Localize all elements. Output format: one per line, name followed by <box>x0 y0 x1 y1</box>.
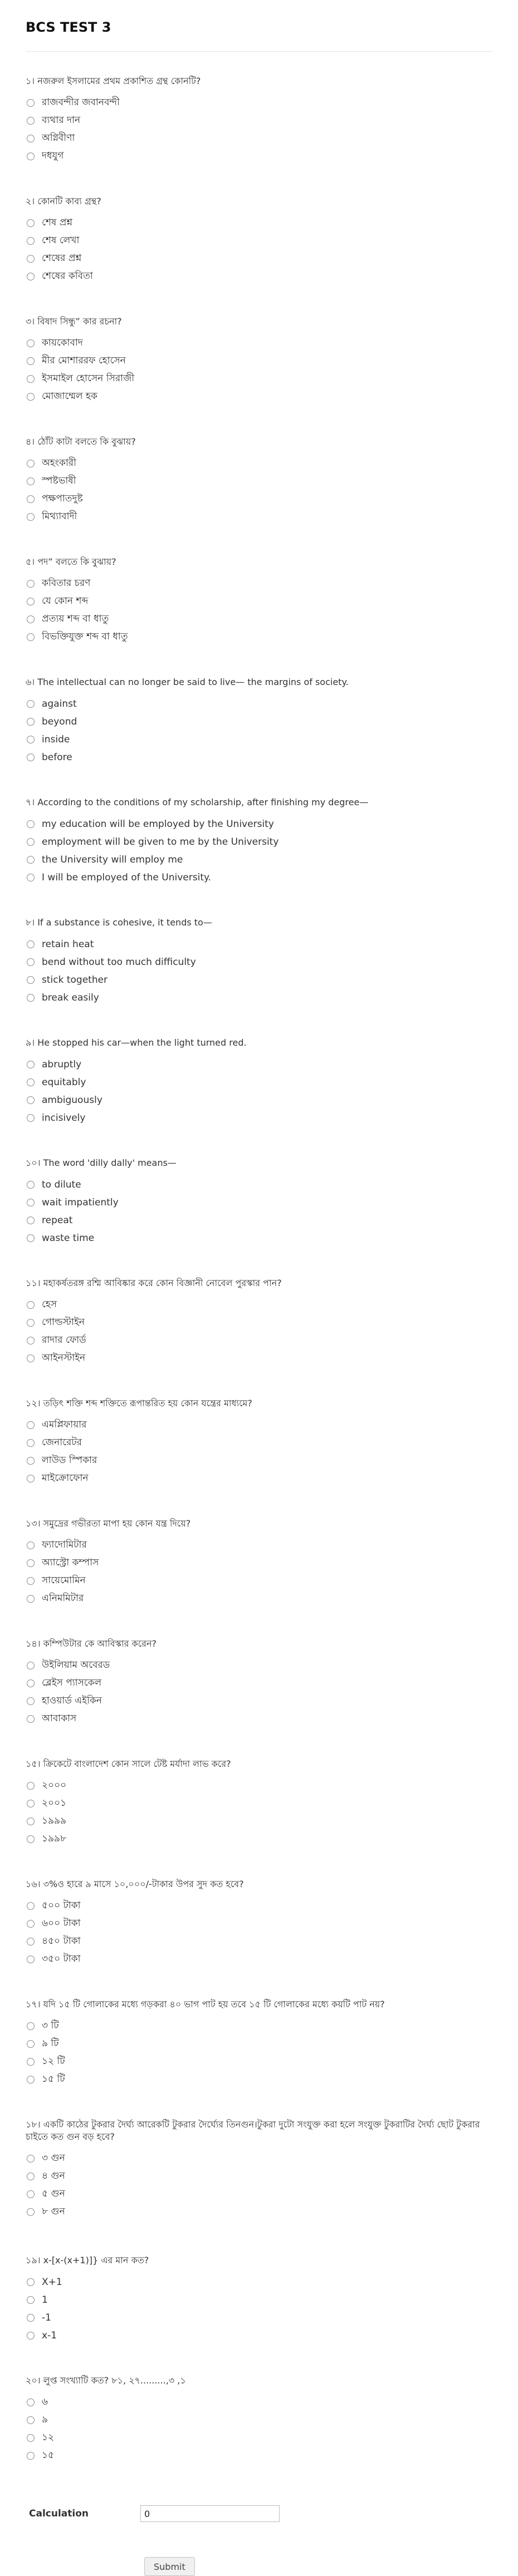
radio-button[interactable] <box>27 1541 35 1549</box>
radio-button[interactable] <box>27 513 35 521</box>
question-text: ১১। মহাকর্ষতরঙ্গ রশ্মি আবিষ্কার করে কোন বিজ্ঞানী নোবেল পুরস্কার পান? <box>26 1278 282 1288</box>
question-20 <box>26 2375 492 2495</box>
answer-option[interactable] <box>26 2411 492 2429</box>
radio-button[interactable] <box>27 1061 35 1068</box>
option-label: উইলিয়াম অবেরড <box>42 1659 110 1671</box>
radio-button[interactable] <box>27 1679 35 1687</box>
option-label: ফ্যাদোমিটার <box>42 1539 87 1550</box>
answer-option[interactable] <box>26 1349 492 1367</box>
answer-option[interactable] <box>26 1692 492 1710</box>
radio-button[interactable] <box>27 1421 35 1429</box>
answer-option[interactable] <box>26 147 492 165</box>
answer-option[interactable] <box>26 455 492 472</box>
answer-option[interactable] <box>26 2393 492 2411</box>
question-2 <box>26 195 492 316</box>
radio-button[interactable] <box>27 152 35 160</box>
question-text: ৩। বিষাদ সিন্ধু” কার রচনা? <box>26 316 122 327</box>
radio-button[interactable] <box>27 2173 35 2180</box>
question-text: ১৯। x-[x-(x+1)]} এর মান কত? <box>26 2255 149 2265</box>
answer-option[interactable] <box>26 2150 492 2168</box>
question-14 <box>26 1638 492 1758</box>
option-label: ১৫ টি <box>42 2073 65 2085</box>
answer-option[interactable] <box>26 1572 492 1590</box>
option-label: লাউড স্পিকার <box>42 1455 97 1466</box>
answer-option[interactable] <box>26 2168 492 2185</box>
answer-option[interactable] <box>26 508 492 526</box>
option-label: ৩ গুন <box>42 2153 65 2164</box>
option-label: ৩ টি <box>42 2020 59 2031</box>
option-label: ৯ <box>42 2414 48 2425</box>
option-label: স্পষ্টভাষী <box>42 475 76 486</box>
radio-button[interactable] <box>27 357 35 365</box>
radio-button[interactable] <box>27 2155 35 2163</box>
question-text: ১৫। ক্রিকেটে বাংলাদেশ কোন সালে টেষ্ট মর্যাদা লাভ করে? <box>26 1759 231 1769</box>
radio-button[interactable] <box>27 1697 35 1705</box>
option-label: অগ্নিবীণা <box>42 132 75 144</box>
option-label: abruptly <box>42 1059 82 1070</box>
answer-option[interactable] <box>26 2309 492 2327</box>
answer-option[interactable] <box>26 1434 492 1452</box>
option-label: X+1 <box>42 2277 62 2288</box>
radio-button[interactable] <box>27 615 35 623</box>
radio-button[interactable] <box>27 1096 35 1104</box>
radio-button[interactable] <box>27 99 35 107</box>
question-15 <box>26 1758 492 1878</box>
answer-option[interactable] <box>26 869 492 886</box>
radio-button[interactable] <box>27 2314 35 2322</box>
question-text: ৫। পদ” বলতে কি বুঝায়? <box>26 556 116 567</box>
question-9 <box>26 1037 492 1157</box>
option-label: ১৯৯৮ <box>42 1833 67 1844</box>
radio-button[interactable] <box>27 1559 35 1567</box>
answer-option[interactable] <box>26 1314 492 1332</box>
option-label: মোজাম্মেল হক <box>42 391 97 402</box>
radio-button[interactable] <box>27 2434 35 2442</box>
radio-button[interactable] <box>27 2416 35 2424</box>
form-title: BCS TEST 3 <box>26 19 492 52</box>
radio-button[interactable] <box>27 375 35 383</box>
radio-button[interactable] <box>27 838 35 846</box>
option-label: ৮ গুন <box>42 2206 65 2217</box>
question-6 <box>26 676 492 796</box>
question-4 <box>26 436 492 556</box>
option-label: ২০০১ <box>42 1797 67 1809</box>
radio-button[interactable] <box>27 1301 35 1309</box>
radio-button[interactable] <box>27 477 35 485</box>
radio-button[interactable] <box>27 273 35 280</box>
answer-option[interactable] <box>26 1590 492 1608</box>
option-label: the University will employ me <box>42 854 183 865</box>
answer-option[interactable] <box>26 112 492 130</box>
answer-option[interactable] <box>26 935 492 953</box>
calculation-label: Calculation <box>29 2508 89 2519</box>
answer-option[interactable] <box>26 989 492 1007</box>
radio-button[interactable] <box>27 1938 35 1945</box>
option-label: কায়কোবাদ <box>42 337 83 348</box>
option-label: কবিতার চরণ <box>42 578 91 589</box>
answer-option[interactable] <box>26 593 492 610</box>
radio-button[interactable] <box>27 2296 35 2304</box>
question-1 <box>26 75 492 195</box>
answer-option[interactable] <box>26 1812 492 1830</box>
radio-button[interactable] <box>27 598 35 605</box>
answer-option[interactable] <box>26 1229 492 1247</box>
answer-option[interactable] <box>26 2035 492 2053</box>
answer-option[interactable] <box>26 352 492 370</box>
question-text: ৯। He stopped his car—when the light turned red. <box>26 1037 247 1048</box>
option-label: মিথ্যাবাদী <box>42 511 77 522</box>
option-label: বিভক্তিযুক্ত শব্দ বা ধাতু <box>42 631 128 642</box>
radio-button[interactable] <box>27 1835 35 1843</box>
answer-option[interactable] <box>26 610 492 628</box>
option-label: পক্ষপাতদুষ্ট <box>42 493 83 504</box>
radio-button[interactable] <box>27 1818 35 1825</box>
calculation-row <box>26 2503 492 2525</box>
answer-option[interactable] <box>26 695 492 713</box>
answer-option[interactable] <box>26 1674 492 1692</box>
answer-option[interactable] <box>26 1897 492 1915</box>
radio-button[interactable] <box>27 1782 35 1790</box>
answer-option[interactable] <box>26 2071 492 2089</box>
option-label: শেষের কবিতা <box>42 270 93 282</box>
answer-option[interactable] <box>26 713 492 731</box>
option-label: প্রত্যয় শব্দ বা ধাতু <box>42 613 109 624</box>
radio-button[interactable] <box>27 1337 35 1344</box>
question-12 <box>26 1397 492 1518</box>
radio-button[interactable] <box>27 393 35 401</box>
option-label: to dilute <box>42 1179 81 1190</box>
option-label: শেষ প্রশ্ন <box>42 217 73 228</box>
radio-button[interactable] <box>27 2278 35 2286</box>
radio-button[interactable] <box>27 117 35 125</box>
answer-option[interactable] <box>26 1470 492 1488</box>
answer-option[interactable] <box>26 334 492 352</box>
question-text: ১৬। ৩%ও হারে ৯ মাসে ১০,০০০/-টাকার উপর সুদ কত হবে? <box>26 1879 244 1889</box>
answer-option[interactable] <box>26 2327 492 2344</box>
question-10 <box>26 1157 492 1277</box>
option-label: ১২ <box>42 2432 55 2443</box>
question-8 <box>26 917 492 1037</box>
radio-button[interactable] <box>27 580 35 588</box>
radio-button[interactable] <box>27 976 35 984</box>
option-label: হেস <box>42 1299 57 1310</box>
radio-button[interactable] <box>27 1956 35 1963</box>
question-text: ১২। তড়িৎ শক্তি শব্দ শক্তিতে রূপান্তরিত হয় কোন যন্ত্রের মাধ্যমে? <box>26 1398 252 1408</box>
option-label: against <box>42 698 77 710</box>
radio-button[interactable] <box>27 2208 35 2216</box>
radio-button[interactable] <box>27 1355 35 1362</box>
question-13 <box>26 1518 492 1638</box>
question-text: ১। নজরুল ইসলামের প্রথম প্রকাশিত গ্রন্থ কোনটি? <box>26 76 201 86</box>
answer-option[interactable] <box>26 1933 492 1951</box>
answer-option[interactable] <box>26 1830 492 1848</box>
answer-option[interactable] <box>26 388 492 406</box>
question-text: ২। কোনটি কাব্য গ্রন্থ? <box>26 196 101 206</box>
answer-option[interactable] <box>26 1951 492 1968</box>
answer-option[interactable] <box>26 2203 492 2221</box>
option-label: employment will be given to me by the University <box>42 836 279 848</box>
answer-option[interactable] <box>26 1554 492 1572</box>
question-text: ১৪। কম্পিউটার কে আবিস্কার করেন? <box>26 1638 157 1649</box>
option-label: ৬ <box>42 2396 48 2407</box>
option-label: equitably <box>42 1077 86 1088</box>
answer-option[interactable] <box>26 953 492 971</box>
option-label: 1 <box>42 2294 48 2306</box>
option-label: ৪ গুন <box>42 2170 65 2181</box>
option-label: bend without too much difficulty <box>42 957 196 968</box>
answer-option[interactable] <box>26 1091 492 1109</box>
answer-option[interactable] <box>26 250 492 268</box>
option-label: মাইক্রোফোন <box>42 1472 89 1484</box>
answer-option[interactable] <box>26 2447 492 2465</box>
question-17 <box>26 1998 492 2119</box>
option-label: দধযুগ <box>42 150 64 161</box>
option-label: ৬০০ টাকা <box>42 1918 81 1929</box>
answer-option[interactable] <box>26 628 492 646</box>
radio-button[interactable] <box>27 2452 35 2460</box>
answer-option[interactable] <box>26 1056 492 1073</box>
option-label: হাওয়ার্ড এইকিন <box>42 1695 102 1706</box>
option-label: I will be employed of the University. <box>42 872 212 883</box>
radio-button[interactable] <box>27 1078 35 1086</box>
answer-option[interactable] <box>26 1777 492 1795</box>
option-label: ১২ টি <box>42 2056 65 2067</box>
radio-button[interactable] <box>27 1457 35 1465</box>
option-label: ব্যথার দান <box>42 115 81 126</box>
answer-option[interactable] <box>26 232 492 250</box>
radio-button[interactable] <box>27 1199 35 1206</box>
radio-button[interactable] <box>27 633 35 641</box>
option-label: ৯ টি <box>42 2038 59 2049</box>
option-label: মীর মোশাররফ হোসেন <box>42 355 126 366</box>
option-label: শেষ লেখা <box>42 235 80 246</box>
radio-button[interactable] <box>27 700 35 708</box>
radio-button[interactable] <box>27 1577 35 1585</box>
answer-option[interactable] <box>26 815 492 833</box>
radio-button[interactable] <box>27 1902 35 1910</box>
submit-row <box>26 2557 492 2576</box>
question-5 <box>26 556 492 676</box>
answer-option[interactable] <box>26 1332 492 1349</box>
radio-button[interactable] <box>27 1920 35 1928</box>
question-text: ১০। The word 'dilly dally' means— <box>26 1158 177 1168</box>
answer-option[interactable] <box>26 2273 492 2291</box>
radio-button[interactable] <box>27 1181 35 1189</box>
answer-option[interactable] <box>26 1710 492 1728</box>
option-label: break easily <box>42 992 99 1003</box>
radio-button[interactable] <box>27 1800 35 1807</box>
option-label: ৫ গুন <box>42 2188 65 2199</box>
answer-option[interactable] <box>26 1416 492 1434</box>
option-label: repeat <box>42 1215 73 1226</box>
answer-option[interactable] <box>26 1296 492 1314</box>
option-label: আইনস্টাইন <box>42 1352 86 1363</box>
radio-button[interactable] <box>27 2398 35 2406</box>
option-label: এমপ্লিফায়ার <box>42 1419 87 1430</box>
question-18 <box>26 2119 492 2254</box>
answer-option[interactable] <box>26 748 492 766</box>
option-label: before <box>42 752 72 763</box>
option-label: retain heat <box>42 939 94 950</box>
radio-button[interactable] <box>27 753 35 761</box>
radio-button[interactable] <box>27 495 35 503</box>
option-label: ১৫ <box>42 2450 55 2461</box>
radio-button[interactable] <box>27 1234 35 1242</box>
radio-button[interactable] <box>27 1319 35 1327</box>
question-text: ১৩। সমুদ্রের গভীরতা মাপা হয় কোন যন্ত্র দিয়ে? <box>26 1518 191 1529</box>
radio-button[interactable] <box>27 856 35 864</box>
answer-option[interactable] <box>26 214 492 232</box>
question-text: ৬। The intellectual can no longer be said to live— the margins of society. <box>26 677 349 687</box>
option-label: রাদার ফোর্ড <box>42 1334 86 1346</box>
answer-option[interactable] <box>26 370 492 388</box>
radio-button[interactable] <box>27 940 35 948</box>
radio-button[interactable] <box>27 994 35 1002</box>
answer-option[interactable] <box>26 2017 492 2035</box>
option-label: waste time <box>42 1233 95 1244</box>
question-text: ১৮। একটি কাঠের টুকরার দৈর্ঘ্য আরেকটি টুকরার দৈর্ঘ্যের তিনগুন।টুকরা দুটো সংযুক্ত করা হলে সংযুক্ত টুকরাটির দৈর্ঘ্য ছোট টুকরার চাইতে কত গুন বড় হবে? <box>26 2119 480 2142</box>
option-label: গোল্ডস্টাইন <box>42 1317 85 1328</box>
question-16 <box>26 1878 492 1998</box>
question-19 <box>26 2254 492 2375</box>
answer-option[interactable] <box>26 2185 492 2203</box>
radio-button[interactable] <box>27 1216 35 1224</box>
option-label: my education will be employed by the University <box>42 819 274 830</box>
option-label: x-1 <box>42 2330 57 2341</box>
radio-button[interactable] <box>27 1439 35 1447</box>
submit-button[interactable]: Submit <box>144 2557 195 2576</box>
radio-button[interactable] <box>27 958 35 966</box>
radio-button[interactable] <box>27 874 35 881</box>
radio-button[interactable] <box>27 2058 35 2066</box>
question-text: ৪। ঠোঁট কাটা বলতে কি বুঝায়? <box>26 436 136 447</box>
answer-option[interactable] <box>26 1194 492 1211</box>
option-label: beyond <box>42 716 77 727</box>
radio-button[interactable] <box>27 135 35 142</box>
option-label: আবাকাস <box>42 1713 77 1724</box>
answer-option[interactable] <box>26 1109 492 1127</box>
radio-button[interactable] <box>27 1114 35 1122</box>
answer-option[interactable] <box>26 268 492 285</box>
answer-option[interactable] <box>26 1176 492 1194</box>
option-label: ৪৫০ টাকা <box>42 1935 81 1947</box>
option-label: ইসমাইল হোসেন সিরাজী <box>42 373 135 384</box>
radio-button[interactable] <box>27 237 35 245</box>
radio-button[interactable] <box>27 820 35 828</box>
radio-button[interactable] <box>27 1595 35 1603</box>
answer-option[interactable] <box>26 94 492 112</box>
radio-button[interactable] <box>27 2190 35 2198</box>
option-label: যে কোন শব্দ <box>42 595 89 607</box>
radio-button[interactable] <box>27 1662 35 1669</box>
option-label: রাজবন্দীর জবানবন্দী <box>42 97 120 108</box>
question-text: ৭। According to the conditions of my scholarship, after finishing my degree— <box>26 797 369 807</box>
radio-button[interactable] <box>27 718 35 726</box>
radio-button[interactable] <box>27 339 35 347</box>
option-label: ১৯৯৯ <box>42 1815 67 1826</box>
option-label: অহংকারী <box>42 457 77 469</box>
radio-button[interactable] <box>27 2076 35 2084</box>
option-label: stick together <box>42 974 108 986</box>
question-list <box>26 75 492 2495</box>
radio-button[interactable] <box>27 2332 35 2339</box>
question-3 <box>26 316 492 436</box>
question-text: ২০। লুপ্ত সংখ্যাটি কত? ৮১, ২৭.........,৩ ,১ <box>26 2375 186 2386</box>
option-label: শেষের প্রশ্ন <box>42 253 82 264</box>
radio-button[interactable] <box>27 736 35 743</box>
answer-option[interactable] <box>26 1073 492 1091</box>
option-label: incisively <box>42 1112 86 1124</box>
option-label: inside <box>42 734 70 745</box>
answer-option[interactable] <box>26 130 492 147</box>
option-label: অ্যাস্ট্রো কম্পাস <box>42 1557 99 1568</box>
answer-option[interactable] <box>26 1795 492 1812</box>
answer-option[interactable] <box>26 731 492 748</box>
radio-button[interactable] <box>27 1475 35 1482</box>
option-label: ২০০০ <box>42 1780 67 1791</box>
answer-option[interactable] <box>26 1211 492 1229</box>
radio-button[interactable] <box>27 460 35 467</box>
calculation-input[interactable] <box>140 2505 280 2522</box>
answer-option[interactable] <box>26 833 492 851</box>
option-label: -1 <box>42 2312 51 2323</box>
answer-option[interactable] <box>26 2429 492 2447</box>
answer-option[interactable] <box>26 2053 492 2071</box>
option-label: সায়েমোমিন <box>42 1575 86 1586</box>
answer-option[interactable] <box>26 971 492 989</box>
option-label: ambiguously <box>42 1095 102 1106</box>
answer-option[interactable] <box>26 1915 492 1933</box>
answer-option[interactable] <box>26 1536 492 1554</box>
radio-button[interactable] <box>27 255 35 263</box>
option-label: wait impatiently <box>42 1197 119 1208</box>
option-label: ৫০০ টাকা <box>42 1900 81 1911</box>
answer-option[interactable] <box>26 472 492 490</box>
question-7 <box>26 796 492 917</box>
question-11 <box>26 1277 492 1397</box>
option-label: ৩৫০ টাকা <box>42 1953 81 1964</box>
answer-option[interactable] <box>26 1657 492 1674</box>
option-label: জেনারেটর <box>42 1437 82 1448</box>
answer-option[interactable] <box>26 1452 492 1470</box>
option-label: এনিমমিটার <box>42 1593 84 1604</box>
option-label: ব্লেইস প্যাসকেল <box>42 1677 102 1688</box>
radio-button[interactable] <box>27 219 35 227</box>
answer-option[interactable] <box>26 575 492 593</box>
question-text: ৮। If a substance is cohesive, it tends to— <box>26 917 212 928</box>
radio-button[interactable] <box>27 2022 35 2030</box>
radio-button[interactable] <box>27 1715 35 1723</box>
answer-option[interactable] <box>26 490 492 508</box>
radio-button[interactable] <box>27 2040 35 2048</box>
answer-option[interactable] <box>26 851 492 869</box>
answer-option[interactable] <box>26 2291 492 2309</box>
question-text: ১৭। যদি ১৫ টি গোলাকের মধ্যে গড়করা ৪০ ভাগ পাট হয় তবে ১৫ টি গোলাকের মধ্যে কয়টি পাট নয়? <box>26 1999 385 2009</box>
